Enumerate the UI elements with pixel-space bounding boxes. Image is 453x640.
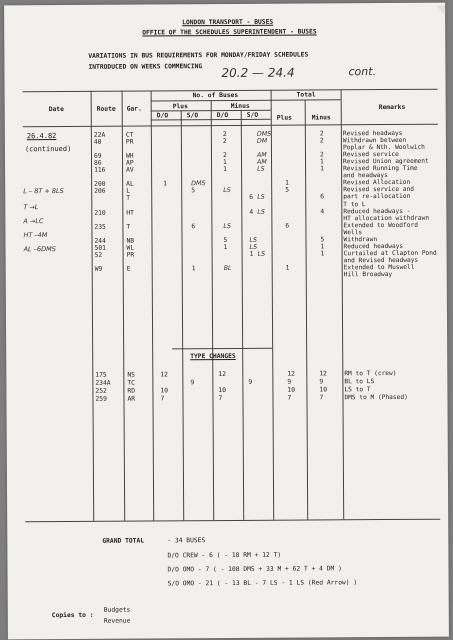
row-hw: DMS <box>256 130 272 138</box>
row-remark: Withdrawn <box>343 235 378 244</box>
type-change-pso: 9 <box>190 379 195 387</box>
row-hw: LS <box>257 250 266 258</box>
sub-minus-so: S/O <box>246 111 259 119</box>
row-mso: LS <box>249 236 258 244</box>
row-tminus: 1 <box>320 243 325 251</box>
row-gar: L <box>126 187 131 196</box>
row-mdo: 1 <box>223 166 227 174</box>
handwritten-dates: 20.2 — 24.4 <box>221 65 295 81</box>
type-change-remark: BL to LS <box>344 378 375 386</box>
row-tplus: 1 <box>285 179 289 187</box>
col-remarks: Remarks <box>378 103 406 112</box>
type-change-pdo: 10 <box>160 387 169 395</box>
col-no-of-buses: No. of Buses <box>192 91 239 100</box>
row-tminus: 2 <box>319 130 324 138</box>
row-remark: Extended to Muswell <box>343 263 415 272</box>
row-route: W9 <box>94 265 103 273</box>
type-change-route: 175 <box>95 371 107 379</box>
row-route: 22A <box>93 131 106 139</box>
header-line-1: LONDON TRANSPORT - BUSES <box>182 18 274 27</box>
type-change-pdo: 12 <box>160 371 168 379</box>
row-route: 501 <box>94 244 106 252</box>
sub-minus-do: D/O <box>216 111 229 120</box>
margin-note-5: AL –6DMS <box>23 245 56 254</box>
row-tminus: 2 <box>319 137 324 145</box>
row-mdo: 2 <box>222 138 227 146</box>
header-line-4: INTRODUCED ON WEEKS COMMENCING <box>88 63 203 71</box>
row-hw: AM <box>257 158 267 166</box>
row-tminus: 6 <box>320 193 325 201</box>
row-route: 40 <box>93 138 102 146</box>
do-crew-line: D/O CREW - 6 ( - 18 RM + 12 T) <box>167 551 282 560</box>
col-total-minus: Minus <box>311 114 331 122</box>
row-gar: AL <box>126 180 134 188</box>
col-plus: Plus <box>172 103 188 111</box>
grand-total-value: - 34 BUSES <box>167 537 206 545</box>
row-remark: part re-allocation <box>343 193 411 201</box>
row-gar: E <box>126 265 131 273</box>
type-change-mso: 9 <box>248 378 253 386</box>
col-gar: Gar. <box>126 105 142 113</box>
so-omo-line: S/O OMO - 21 ( - 13 BL - 7 LS - 1 LS (Red Arrow) ) <box>167 579 358 588</box>
row-remark: Hill Broadway <box>343 270 393 279</box>
sub-plus-do: D/O <box>156 112 169 120</box>
row-remark: Revised Union agreement <box>343 157 429 166</box>
row-tminus: 1 <box>320 165 324 173</box>
sub-plus-so: S/O <box>186 112 199 120</box>
row-pso: 6 <box>191 222 196 230</box>
col-minus: Minus <box>230 102 250 110</box>
type-change-remark: DMS to M (Phased) <box>344 393 408 402</box>
row-hw: DM <box>256 137 268 145</box>
row-tminus: 4 <box>320 207 325 215</box>
row-tminus: 5 <box>320 236 325 244</box>
copies-item-1: Budgets <box>103 606 131 614</box>
row-gar: PR <box>125 138 134 146</box>
row-route: 116 <box>94 166 106 175</box>
row-remark: Revised service <box>342 151 399 159</box>
row-tminus: 1 <box>320 158 324 166</box>
table-header-rule <box>23 124 438 128</box>
row-gar: WH <box>125 152 134 160</box>
row-remark: Wells <box>343 228 363 236</box>
type-change-gar: TC <box>127 379 135 387</box>
row-pso: 5 <box>191 187 196 195</box>
row-gar: AV <box>126 166 134 174</box>
row-tplus: 5 <box>285 187 290 195</box>
row-remark: Poplar & Nth. Woolwich <box>342 143 425 152</box>
row-mdo: BL <box>223 264 232 272</box>
type-change-tplus: 9 <box>287 378 292 386</box>
row-remark: and headways <box>343 172 388 180</box>
row-remark: Revised Running Time <box>343 165 418 173</box>
row-mdo: 5 <box>223 236 228 244</box>
copies-item-2: Revenue <box>103 617 131 625</box>
row-remark: Revised headways <box>342 129 403 138</box>
type-change-remark: RM to T (crew) <box>344 369 397 378</box>
type-change-remark: LS to T <box>344 386 371 394</box>
date-continued: (continued) <box>24 144 72 154</box>
row-remark: Revised Allocation <box>343 179 411 187</box>
row-gar: NB <box>126 237 135 245</box>
margin-note-3: A →LC <box>23 217 44 226</box>
col-total-plus: Plus <box>276 114 292 122</box>
row-hw: LS <box>257 208 265 216</box>
row-remark: Revised service and <box>343 186 415 194</box>
row-route: 200 <box>94 181 106 189</box>
row-hw: AM <box>256 151 267 159</box>
row-remark: Reduced headways <box>343 242 404 251</box>
copies-label: Copies to : <box>51 611 94 620</box>
table-bottom-rule <box>25 519 440 523</box>
margin-note-2: T →L <box>23 203 39 212</box>
row-gar: WL <box>126 244 135 252</box>
type-change-tplus: 7 <box>287 394 292 402</box>
header-line-2: OFFICE OF THE SCHEDULES SUPERINTENDENT - BUSES <box>142 28 317 37</box>
row-tminus: 2 <box>319 151 324 159</box>
row-route: 86 <box>94 159 102 167</box>
row-route: 69 <box>93 152 102 160</box>
row-pso: 1 <box>191 265 196 273</box>
row-gar: T <box>126 195 131 203</box>
row-pso: DMS <box>191 180 206 188</box>
row-tplus: 1 <box>285 264 290 272</box>
row-gar: AP <box>126 159 134 167</box>
row-route: 206 <box>94 188 106 196</box>
row-remark: HT allocation withdrawn <box>343 214 430 222</box>
row-mso: LS <box>249 243 258 251</box>
type-change-tplus: 12 <box>287 370 295 378</box>
type-change-gar: AR <box>127 395 136 403</box>
folded-corner <box>436 6 446 16</box>
row-mso: 4 <box>249 208 254 216</box>
row-route: S2 <box>94 251 103 259</box>
row-remark: Extended to Woodford <box>343 221 418 229</box>
date-value: 26.4.82 <box>26 132 57 141</box>
row-route: 235 <box>94 223 106 231</box>
type-change-tminus: 12 <box>319 370 327 378</box>
row-gar: HT <box>126 209 134 217</box>
type-change-mdo: 7 <box>218 395 223 403</box>
row-remark: Reduced headways - <box>343 207 411 215</box>
row-mdo: 2 <box>222 152 227 160</box>
col-date: Date <box>48 105 64 114</box>
col-total: Total <box>296 91 316 99</box>
row-hw: LS <box>257 194 265 202</box>
margin-note-1: L – 8T + 8LS <box>23 186 64 196</box>
row-gar: T <box>126 223 131 231</box>
type-change-route: 259 <box>95 395 107 403</box>
type-change-route: 252 <box>95 387 107 395</box>
do-omo-line: D/O OMO - 7 ( - 108 DMS + 33 M + 62 T + 4 DM ) <box>167 565 342 574</box>
row-mdo: LS <box>223 187 231 195</box>
row-remark: T to L <box>343 200 366 208</box>
row-remark: Curtailed at Clapton Pond <box>343 249 437 258</box>
row-remark: and Revised headways <box>343 256 419 265</box>
grand-total-label: GRAND TOTAL <box>102 537 145 545</box>
type-changes-title: TYPE CHANGES <box>190 352 236 361</box>
row-mdo: LS <box>223 222 231 230</box>
col-route: Route <box>96 105 116 113</box>
row-route: 244 <box>94 237 106 245</box>
row-mso: 6 <box>249 194 254 202</box>
type-change-gar: NS <box>127 371 135 379</box>
row-remark: Withdrawn between <box>342 136 407 145</box>
type-change-tminus: 9 <box>319 378 324 386</box>
type-change-tminus: 7 <box>319 394 324 402</box>
type-change-tplus: 10 <box>287 386 296 394</box>
row-hw: LS <box>257 166 265 174</box>
header-line-3: VARIATIONS IN BUS REQUIREMENTS FOR MONDAY/FRIDAY SCHEDULES <box>88 51 309 60</box>
type-change-route: 234A <box>95 379 111 387</box>
row-gar: PR <box>126 251 135 259</box>
row-tminus: 1 <box>320 250 325 258</box>
row-gar: CT <box>125 131 134 139</box>
document-page <box>4 3 449 640</box>
row-route: 210 <box>94 209 106 217</box>
type-change-pdo: 7 <box>160 395 165 403</box>
type-change-tminus: 10 <box>319 386 328 394</box>
row-mso: 1 <box>249 250 254 258</box>
row-mdo: 1 <box>223 243 228 251</box>
type-change-mdo: 12 <box>218 371 226 379</box>
row-mdo: 1 <box>223 159 227 167</box>
row-pdo: 1 <box>163 180 167 188</box>
row-tplus: 6 <box>285 222 290 230</box>
type-change-gar: RD <box>127 387 136 395</box>
margin-note-4: HT –4M <box>23 231 48 240</box>
handwritten-cont: cont. <box>348 65 377 79</box>
type-change-mdo: 10 <box>218 387 227 395</box>
row-mdo: 2 <box>222 130 227 139</box>
